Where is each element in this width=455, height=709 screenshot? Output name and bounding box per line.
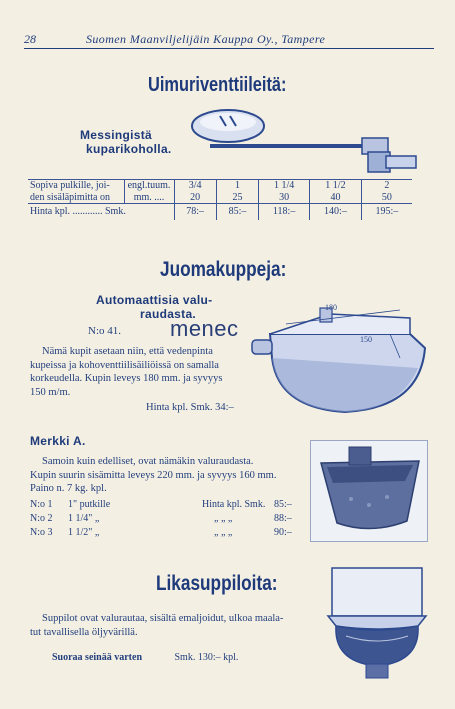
desc-line: kupeissa ja kohoventtiilisäiliöissä on samalla bbox=[30, 359, 219, 371]
table-row-inch bbox=[28, 180, 412, 192]
row-number: N:o 1 bbox=[30, 499, 53, 510]
row-price-label: „ „ „ bbox=[214, 527, 233, 538]
width-dimension-label: 180 bbox=[325, 303, 337, 312]
row-price-label: „ „ „ bbox=[214, 513, 233, 524]
float-valve-illustration bbox=[190, 106, 420, 178]
size-label-line2: den sisäläpimitta on bbox=[28, 192, 124, 204]
depth-dimension-label: 150 bbox=[360, 335, 372, 344]
watermark-text: menec bbox=[170, 316, 239, 341]
size-inch-3: 1 1/4 bbox=[259, 180, 310, 192]
row-number: N:o 2 bbox=[30, 513, 53, 524]
table-row-mm bbox=[28, 192, 412, 204]
float-valve-spec-table bbox=[28, 179, 412, 220]
price-2: 85:– bbox=[216, 204, 258, 220]
unit-inch: engl.tuum. bbox=[124, 180, 174, 192]
desc-line: tut tavallisella öljyvärillä. bbox=[30, 626, 138, 638]
float-valve-material-line2: kuparikoholla. bbox=[86, 142, 172, 156]
section-title-float-valves: Uimuriventtiileitä: bbox=[148, 74, 287, 96]
model-a-title: Merkki A. bbox=[30, 434, 86, 448]
drain-funnel-price: Smk. 130:– kpl. bbox=[174, 652, 239, 663]
drinking-cup-model-number: N:o 41. bbox=[88, 325, 121, 337]
size-mm-2: 25 bbox=[216, 192, 258, 204]
drinking-cup-subtitle-line1: Automaattisia valu- bbox=[96, 293, 213, 307]
desc-line: Kupin suurin sisämitta leveys 220 mm. ja syvyys 160 mm. bbox=[30, 469, 277, 481]
size-inch-1: 3/4 bbox=[174, 180, 216, 192]
row-price: 90:– bbox=[274, 527, 292, 538]
price-4: 140:– bbox=[310, 204, 362, 220]
float-valve-material-line1: Messingistä bbox=[80, 128, 152, 142]
desc-line: Samoin kuin edelliset, ovat nämäkin valuraudasta. bbox=[42, 456, 254, 467]
price-3: 118:– bbox=[259, 204, 310, 220]
size-label-line1: Sopiva pulkille, joi- bbox=[28, 180, 124, 192]
row-size: 1" putkille bbox=[68, 499, 111, 510]
drain-funnel-description bbox=[30, 612, 320, 639]
drain-funnel-price-row bbox=[52, 652, 238, 663]
row-size: 1 1/4" „ bbox=[68, 513, 100, 524]
drinking-cup-description bbox=[30, 345, 270, 399]
model-a-row-3 bbox=[30, 527, 302, 538]
size-mm-4: 40 bbox=[310, 192, 362, 204]
size-mm-1: 20 bbox=[174, 192, 216, 204]
drinking-cup-price: Hinta kpl. Smk. 34:– bbox=[146, 402, 234, 413]
price-1: 78:– bbox=[174, 204, 216, 220]
row-number: N:o 3 bbox=[30, 527, 53, 538]
model-a-description bbox=[30, 455, 310, 496]
row-price-label: Hinta kpl. Smk. bbox=[202, 499, 266, 510]
model-a-photo bbox=[310, 440, 428, 542]
desc-line: Nämä kupit asetaan niin, että vedenpinta bbox=[42, 346, 213, 357]
size-inch-2: 1 bbox=[216, 180, 258, 192]
desc-line: korkeudella. Kupin leveys 180 mm. ja syvyys bbox=[30, 373, 223, 384]
page-header-title: Suomen Maanviljelijäin Kauppa Oy., Tampere bbox=[86, 32, 326, 46]
section-title-drinking-cups: Juomakuppeja: bbox=[160, 258, 287, 281]
desc-line: Suppilot ovat valurautaa, sisältä emaljoidut, ulkoa maala- bbox=[42, 613, 284, 624]
size-mm-3: 30 bbox=[259, 192, 310, 204]
header-rule bbox=[24, 48, 434, 49]
model-a-row-2 bbox=[30, 513, 302, 524]
table-row-price bbox=[28, 204, 412, 220]
page-number: 28 bbox=[24, 32, 36, 46]
size-mm-5: 50 bbox=[361, 192, 412, 204]
row-price: 88:– bbox=[274, 513, 292, 524]
drain-funnel-illustration bbox=[322, 566, 432, 686]
unit-mm: mm. .... bbox=[124, 192, 174, 204]
row-price: 85:– bbox=[274, 499, 292, 510]
desc-line: Paino n. 7 kg. kpl. bbox=[30, 483, 107, 494]
drain-funnel-price-label: Suoraa seinää varten bbox=[52, 652, 142, 663]
section-title-drain-funnels: Likasuppiloita: bbox=[156, 572, 278, 595]
desc-line: 150 m/m. bbox=[30, 386, 71, 398]
row-size: 1 1/2" „ bbox=[68, 527, 100, 538]
size-inch-4: 1 1/2 bbox=[310, 180, 362, 192]
price-5: 195:– bbox=[361, 204, 412, 220]
price-label: Hinta kpl. ............ Smk. bbox=[30, 206, 126, 218]
drinking-cup-illustration bbox=[250, 298, 430, 416]
drinking-cup-subtitle-line2: raudasta. bbox=[140, 307, 197, 321]
size-inch-5: 2 bbox=[361, 180, 412, 192]
model-a-row-1 bbox=[30, 499, 302, 510]
